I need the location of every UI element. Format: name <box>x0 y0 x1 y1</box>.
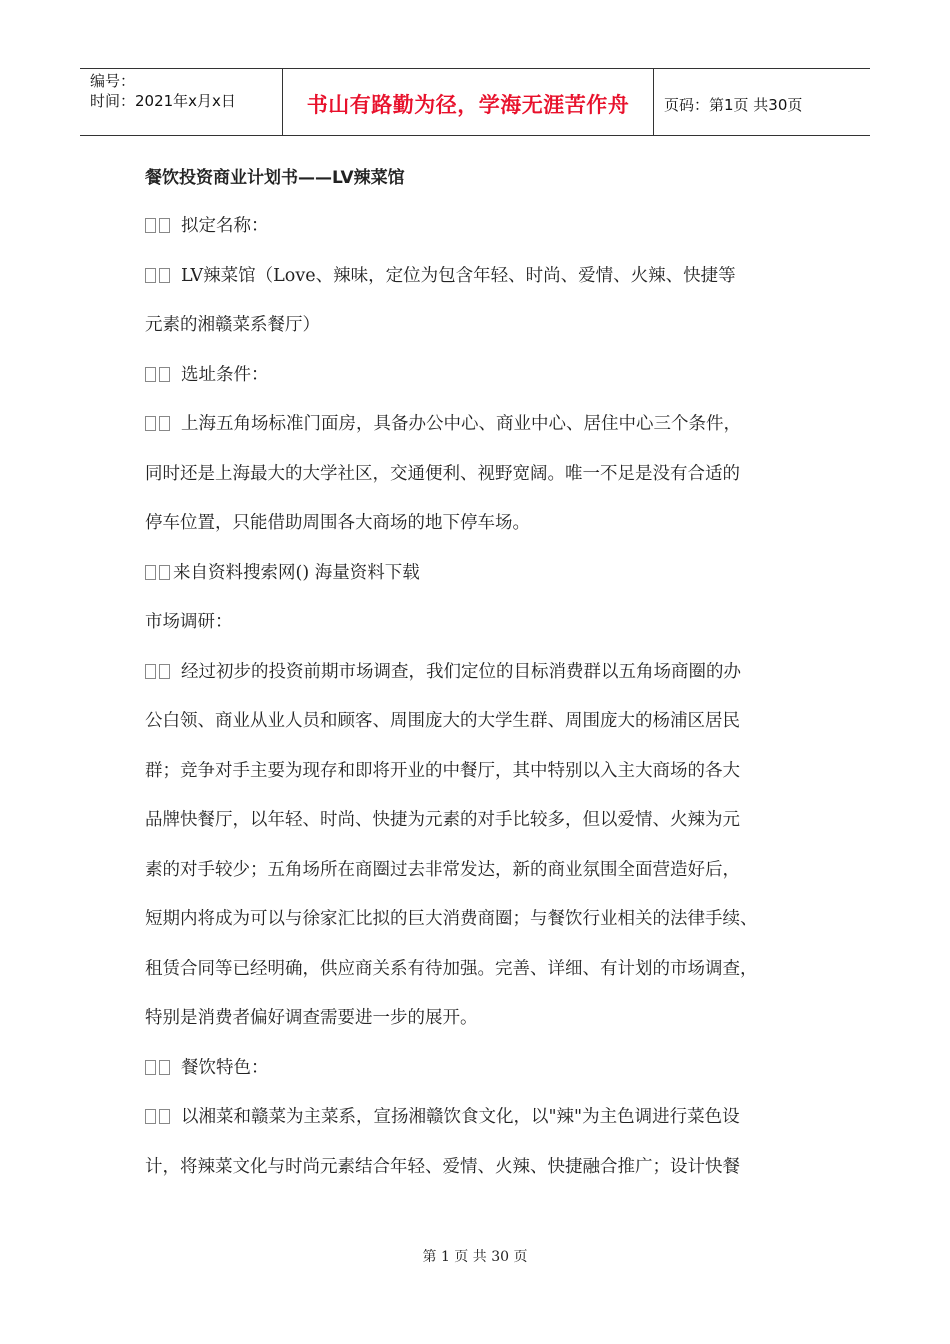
paragraph-line <box>145 450 835 500</box>
missing-glyph-icon <box>145 1093 173 1143</box>
missing-glyph-icon <box>145 351 173 401</box>
missing-glyph-icon <box>145 400 173 450</box>
paragraph-line <box>145 1093 835 1143</box>
line-text: 短期内将成为可以与徐家汇比拟的巨大消费商圈；与餐饮行业相关的法律手续、 <box>145 909 758 929</box>
line-text: 公白领、商业从业人员和顾客、周围庞大的大学生群、周围庞大的杨浦区居民 <box>145 711 740 731</box>
header-motto-cell <box>282 69 654 135</box>
paragraph-line <box>145 301 835 351</box>
line-text: 选址条件： <box>181 364 269 385</box>
paragraph-line <box>145 549 835 599</box>
paragraph-line <box>145 202 835 252</box>
line-text: 群；竞争对手主要为现存和即将开业的中餐厅，其中特别以入主大商场的各大 <box>145 760 740 781</box>
line-text: 同时还是上海最大的大学社区，交通便利、视野宽阔。唯一不足是没有合适的 <box>145 463 740 484</box>
document-lines <box>145 202 835 1192</box>
line-text: 市场调研： <box>145 612 233 632</box>
page-footer: 第 1 页 共 30 页 <box>422 1249 528 1265</box>
paragraph-line <box>145 400 835 450</box>
line-text: 停车位置，只能借助周围各大商场的地下停车场。 <box>145 513 530 533</box>
line-text: 租赁合同等已经明确，供应商关系有待加强。完善、详细、有计划的市场调查， <box>145 958 758 979</box>
missing-glyph-icon <box>145 252 173 302</box>
line-text: 经过初步的投资前期市场调查，我们定位的目标消费群以五角场商圈的办 <box>181 661 741 682</box>
paragraph-line <box>145 796 835 846</box>
paragraph-line <box>145 697 835 747</box>
paragraph-line <box>145 846 835 896</box>
paragraph-line <box>145 648 835 698</box>
paragraph-line <box>145 598 835 648</box>
line-text: 以湘菜和赣菜为主菜系，宣扬湘赣饮食文化，以"辣"为主色调进行菜色设 <box>181 1107 740 1127</box>
motto-text: 书山有路勤为径，学海无涯苦作舟 <box>306 93 630 117</box>
paragraph-line <box>145 747 835 797</box>
header-meta-cell <box>80 69 282 135</box>
paragraph-line <box>145 499 835 549</box>
missing-glyph-icon <box>145 202 173 252</box>
line-text: LV辣菜馆（Love、辣味，定位为包含年轻、时尚、爱情、火辣、快捷等 <box>181 265 736 286</box>
paragraph-line <box>145 945 835 995</box>
header-table <box>80 68 870 136</box>
paragraph-line <box>145 1044 835 1094</box>
line-text: 品牌快餐厅，以年轻、时尚、快捷为元素的对手比较多，但以爱情、火辣为元 <box>145 810 740 830</box>
missing-glyph-icon <box>145 648 173 698</box>
line-text: 上海五角场标准门面房，具备办公中心、商业中心、居住中心三个条件， <box>181 414 741 434</box>
document-title: 餐饮投资商业计划书——LV辣菜馆 <box>145 168 405 188</box>
number-label: 编号： <box>90 72 136 90</box>
header-page-cell <box>654 69 870 135</box>
paragraph-line <box>145 994 835 1044</box>
line-text: 餐饮特色： <box>181 1057 269 1078</box>
line-text: 拟定名称： <box>181 216 269 236</box>
line-text: 来自资料搜索网() 海量资料下载 <box>173 562 420 583</box>
line-text: 素的对手较少；五角场所在商圈过去非常发达，新的商业氛围全面营造好后， <box>145 859 740 880</box>
line-text: 特别是消费者偏好调查需要进一步的展开。 <box>145 1008 478 1028</box>
paragraph-line <box>145 252 835 302</box>
line-text: 元素的湘赣菜系餐厅） <box>145 315 320 335</box>
paragraph-line <box>145 895 835 945</box>
missing-glyph-icon <box>145 549 173 599</box>
time-label: 时间：2021年x月x日 <box>90 92 236 110</box>
paragraph-line <box>145 1143 835 1193</box>
document-body <box>145 154 835 1192</box>
paragraph-line <box>145 351 835 401</box>
line-text: 计，将辣菜文化与时尚元素结合年轻、爱情、火辣、快捷融合推广；设计快餐 <box>145 1156 740 1177</box>
missing-glyph-icon <box>145 1044 173 1094</box>
page-info: 页码：第1页 共30页 <box>664 95 803 114</box>
